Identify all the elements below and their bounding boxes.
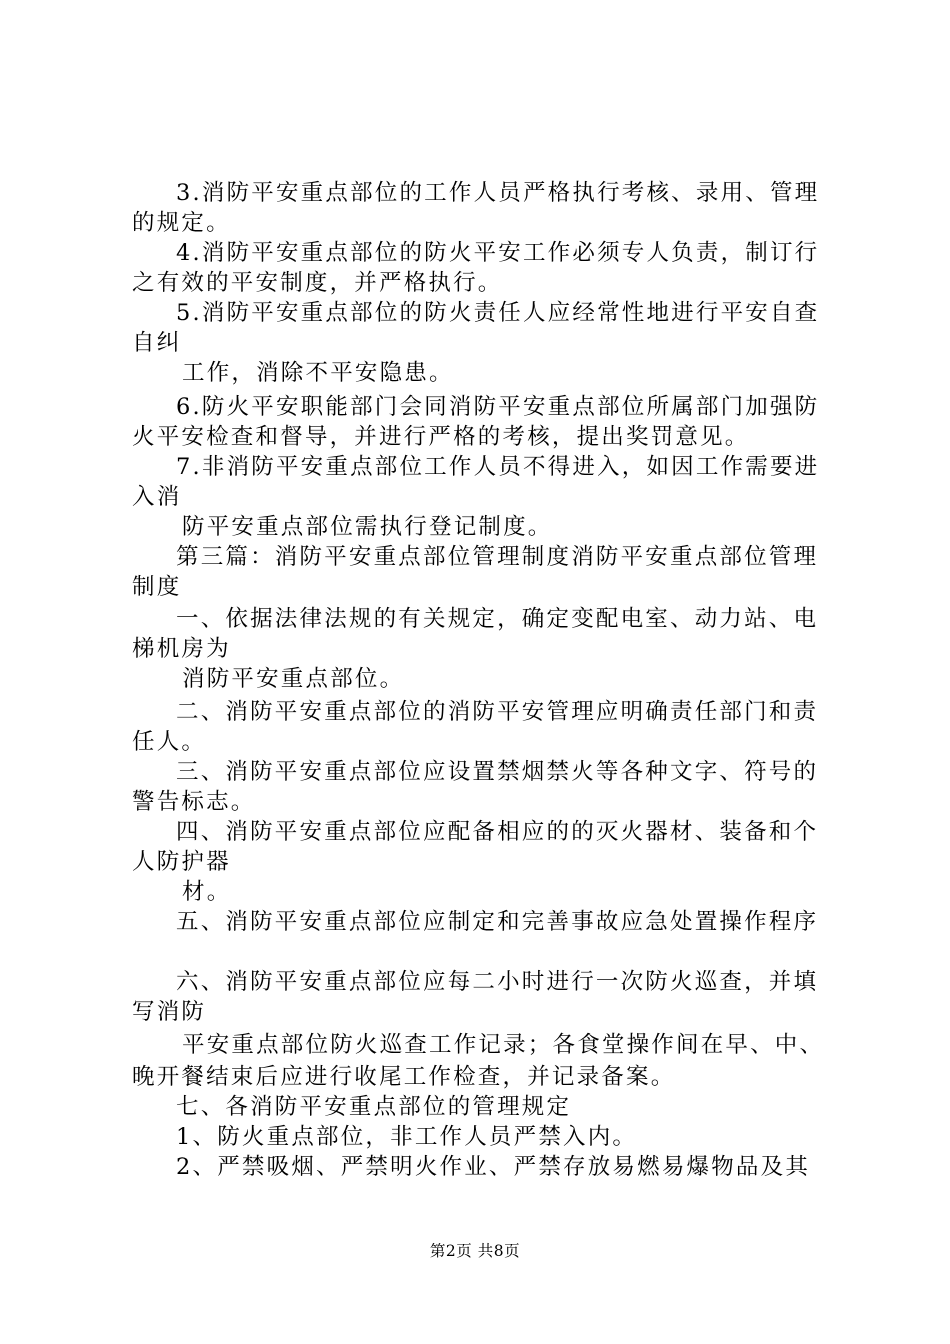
text-line: 消防平安重点部位。 (182, 666, 405, 692)
section-heading: 第三篇：消防平安重点部位管理制度消防平安重点部位管理 (176, 544, 819, 570)
text-line: 警告标志。 (132, 789, 256, 815)
section-heading: 制度 (132, 574, 182, 600)
text-line: 4.消防平安重点部位的防火平安工作必须专人负责，制订行 (176, 240, 820, 266)
text-line: 任人。 (132, 729, 207, 755)
text-line: 之有效的平安制度，并严格执行。 (132, 270, 503, 296)
text-line: 人防护器 (132, 849, 231, 875)
text-line: 晚开餐结束后应进行收尾工作检查，并记录备案。 (132, 1064, 676, 1090)
text-line: 7.非消防平安重点部位工作人员不得进入，如因工作需要进 (176, 454, 820, 480)
text-line: 三、消防平安重点部位应设置禁烟禁火等各种文字、符号的 (176, 759, 819, 785)
text-line: 七、各消防平安重点部位的管理规定 (176, 1094, 572, 1120)
text-line: 的规定。 (132, 210, 231, 236)
text-line: 6.防火平安职能部门会同消防平安重点部位所属部门加强防 (176, 394, 820, 420)
text-line: 防平安重点部位需执行登记制度。 (182, 514, 553, 540)
text-line: 入消 (132, 484, 182, 510)
text-line: 1、防火重点部位，非工作人员严禁入内。 (176, 1124, 638, 1150)
page-number-footer: 第2页 共8页 (429, 1242, 521, 1260)
text-line: 一、依据法律法规的有关规定，确定变配电室、动力站、电 (176, 606, 819, 632)
text-line: 写消防 (132, 999, 207, 1025)
text-line: 自纠 (132, 330, 182, 356)
text-line: 5.消防平安重点部位的防火责任人应经常性地进行平安自查 (176, 300, 820, 326)
text-line: 工作，消除不平安隐患。 (182, 360, 454, 386)
text-line: 梯机房为 (132, 636, 231, 662)
text-line: 平安重点部位防火巡查工作记录；各食堂操作间在早、中、 (182, 1032, 825, 1058)
text-line: 五、消防平安重点部位应制定和完善事故应急处置操作程序 (176, 909, 819, 935)
text-line: 2、严禁吸烟、严禁明火作业、严禁存放易燃易爆物品及其 (176, 1154, 811, 1180)
text-line: 四、消防平安重点部位应配备相应的的灭火器材、装备和个 (176, 819, 819, 845)
text-line: 材。 (182, 879, 232, 905)
text-line: 二、消防平安重点部位的消防平安管理应明确责任部门和责 (176, 699, 819, 725)
text-line: 火平安检查和督导，并进行严格的考核，提出奖罚意见。 (132, 424, 750, 450)
text-line: 六、消防平安重点部位应每二小时进行一次防火巡查，并填 (176, 969, 819, 995)
text-line: 3.消防平安重点部位的工作人员严格执行考核、录用、管理 (176, 180, 820, 206)
